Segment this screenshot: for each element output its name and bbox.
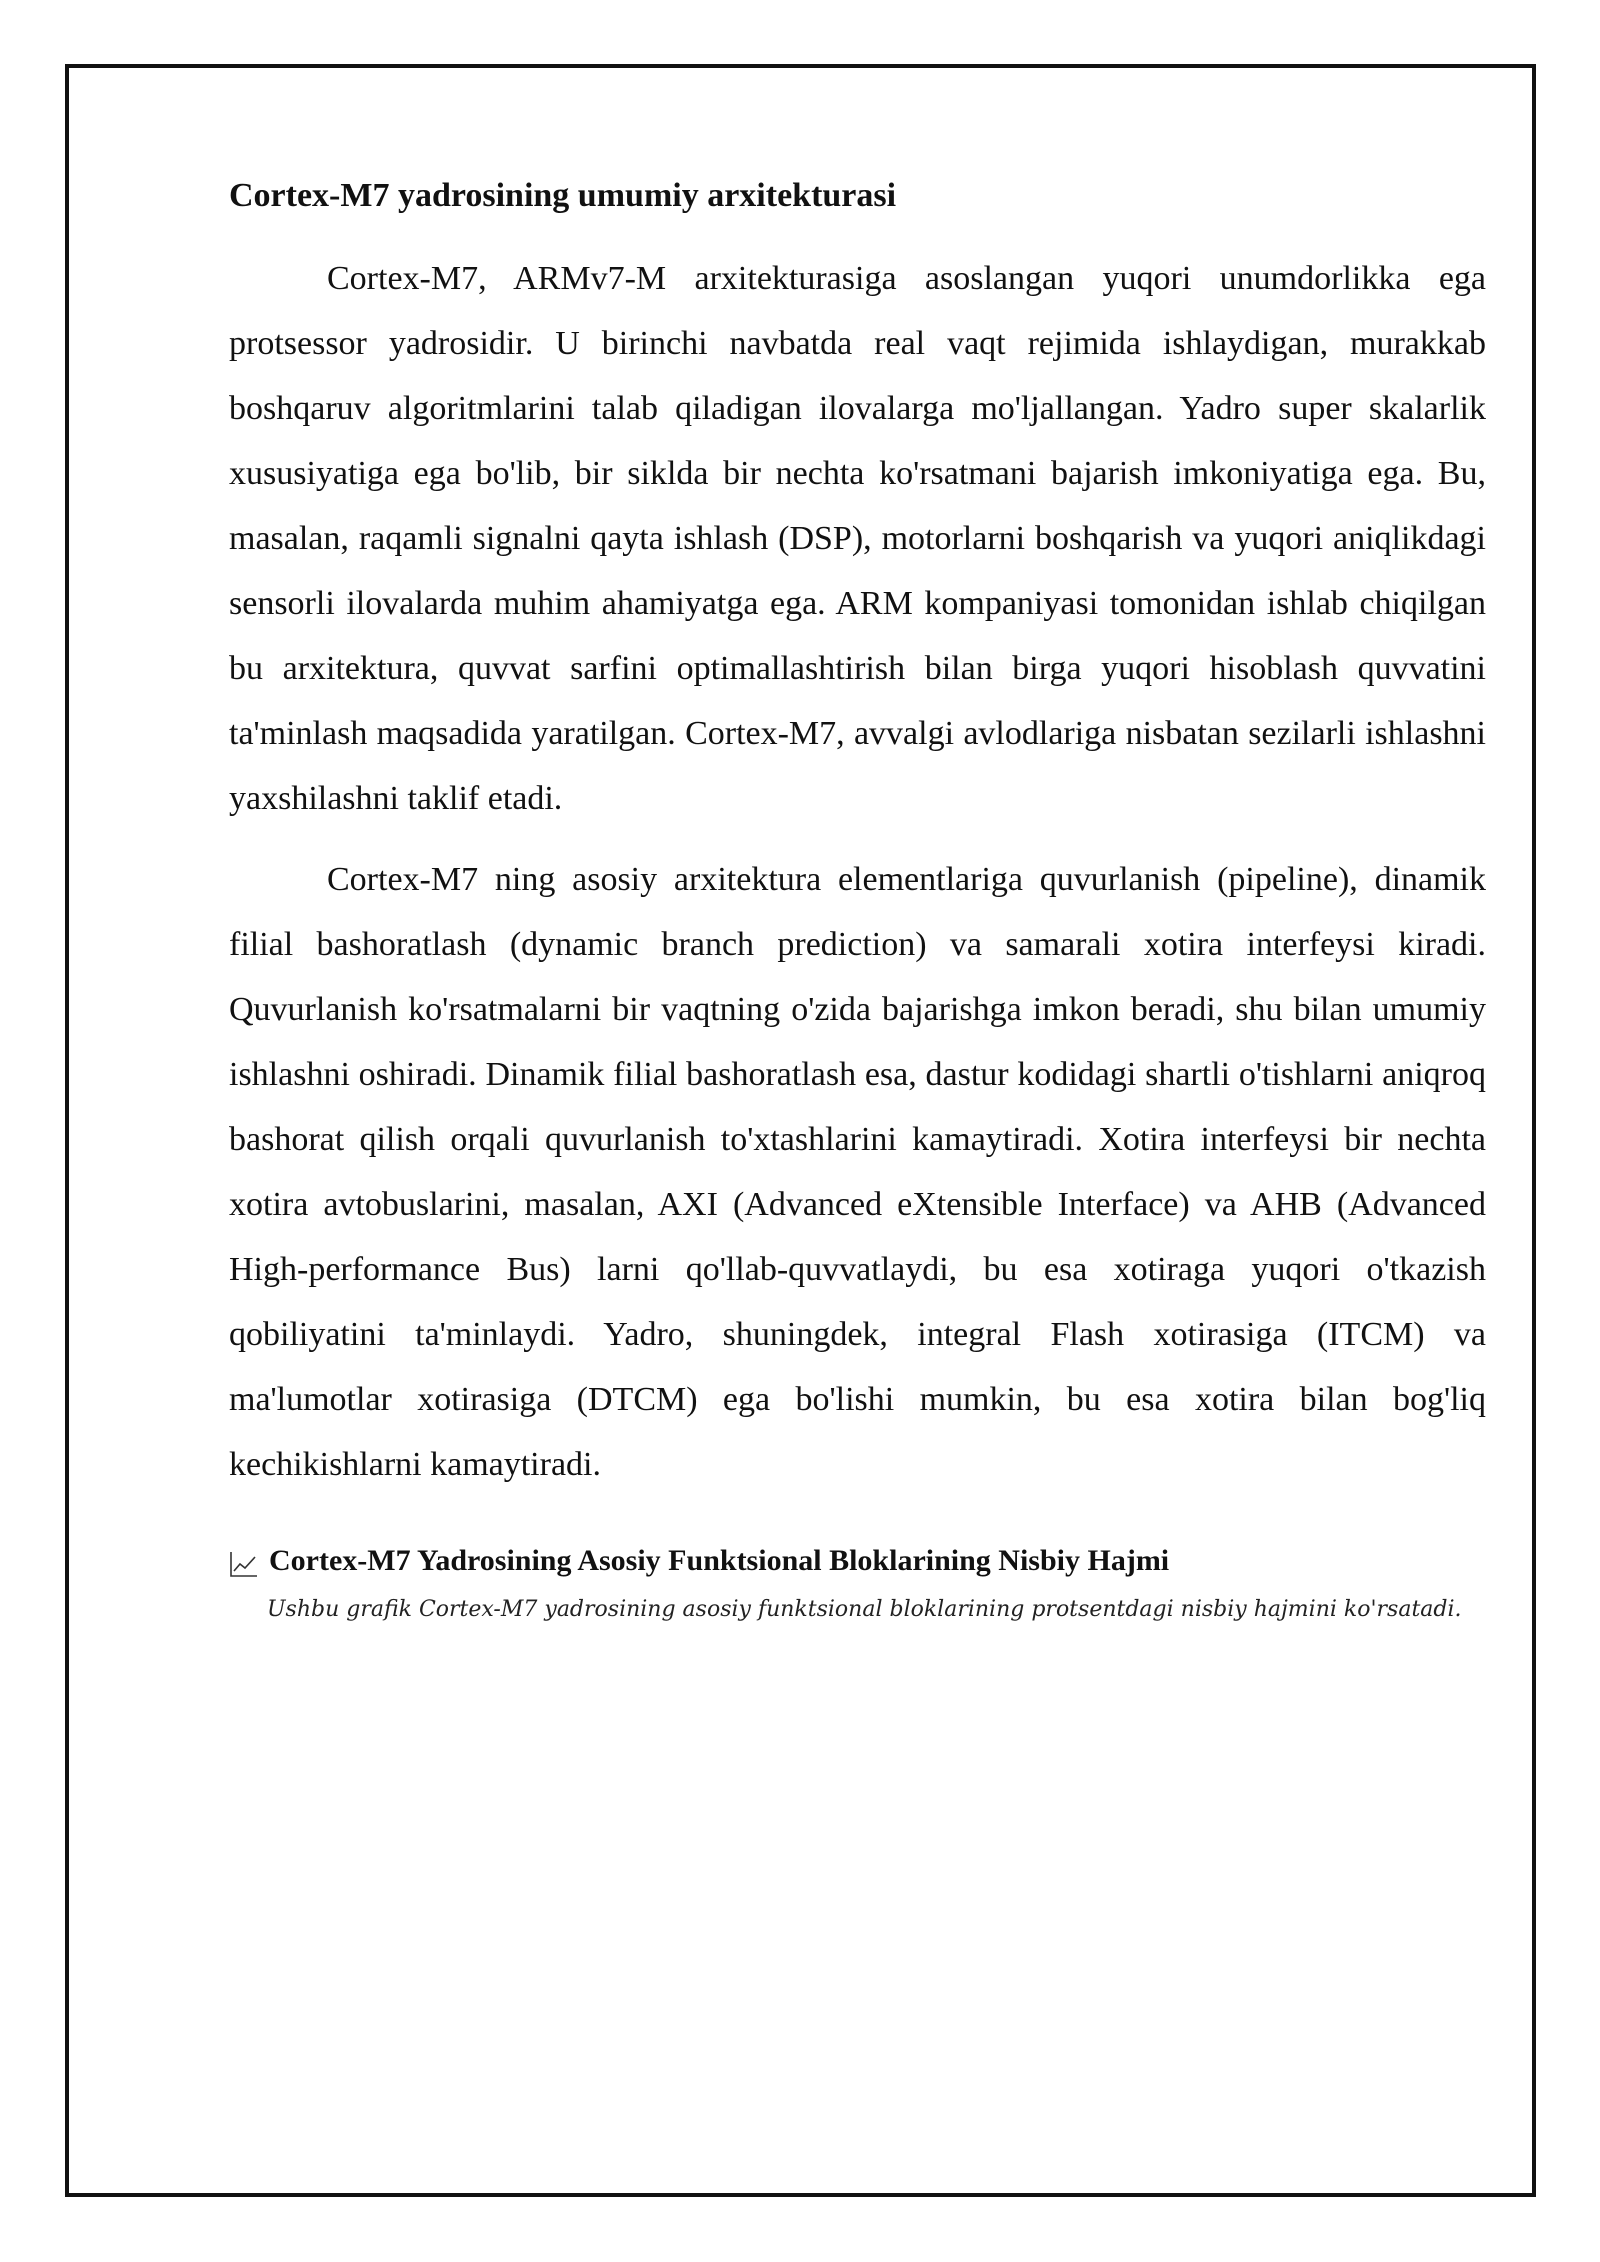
paragraph-2: Cortex-M7 ning asosiy arxitektura elementlariga quvurlanish (pipeline), dinamik filial bashoratlash (dynamic branch prediction) va samarali xotira interfeysi kiradi. Quvurlanish ko'rsatmalarni bir vaqtning o'zida bajarishga imkon beradi, shu bilan umumiy ishlashni oshiradi. Dinamik filial bashoratlash esa, dastur kodidagi shartli o'tishlarni aniqroq bashorat qilish orqali quvurlanish to'xtashlarini kamaytiradi. Xotira interfeysi bir nechta xotira avtobuslarini, masalan, AXI (Advanced eXtensible Interface) va AHB (Advanced High-performance Bus) larni qo'llab-quvvatlaydi, bu esa xotiraga yuqori o'tkazish qobiliyatini ta'minlaydi. Yadro, shuningdek, integral Flash xotirasiga (ITCM) va ma'lumotlar xotirasiga (DTCM) ega bo'lishi mumkin, bu esa xotira bilan bog'liq kechikishlarni kamaytiradi.	[229, 861, 1486, 1483]
figure-title-row	[229, 1541, 1486, 1581]
figure-caption: Ushbu grafik Cortex-M7 yadrosining asosiy funktsional bloklarining protsentdagi nisbiy hajmini ko'rsatadi.	[267, 1597, 1462, 1622]
paragraph-1: Cortex-M7, ARMv7-M arxitekturasiga asoslangan yuqori unumdorlikka ega protsessor yadrosidir. U birinchi navbatda real vaqt rejimida ishlaydigan, murakkab boshqaruv algoritmlarini talab qiladigan ilovalarga mo'ljallangan. Yadro super skalarlik xususiyatiga ega bo'lib, bir siklda bir nechta ko'rsatmani bajarish imkoniyatiga ega. Bu, masalan, raqamli signalni qayta ishlash (DSP), motorlarni boshqarish va yuqori aniqlikdagi sensorli ilovalarda muhim ahamiyatga ega. ARM kompaniyasi tomonidan ishlab chiqilgan bu arxitektura, quvvat sarfini optimallashtirish bilan birga yuqori hisoblash quvvatini ta'minlash maqsadida yaratilgan. Cortex-M7, avvalgi avlodlariga nisbatan sezilarli ishlashni yaxshilashni taklif etadi.	[229, 260, 1486, 817]
section-heading: Cortex-M7 yadrosining umumiy arxitekturasi	[229, 177, 897, 214]
chart-line-icon	[229, 1549, 259, 1577]
document-body	[229, 170, 1486, 1627]
figure-title: Cortex-M7 Yadrosining Asosiy Funktsional Bloklarining Nisbiy Hajmi	[269, 1544, 1170, 1577]
